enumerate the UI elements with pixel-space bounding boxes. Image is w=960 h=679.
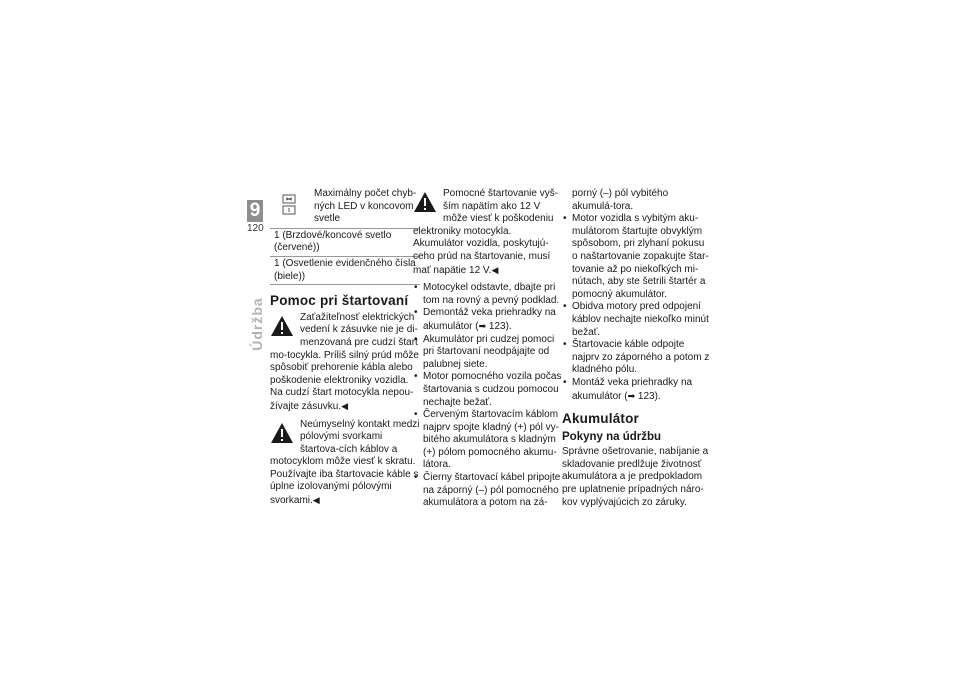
end-mark-icon: ◀ bbox=[341, 400, 349, 411]
heading-battery: Akumulátor bbox=[562, 411, 640, 427]
led-table bbox=[270, 228, 420, 285]
table-row: 1 (Brzdové/koncové svetlo (červené)) bbox=[270, 228, 420, 256]
warning-triangle-icon bbox=[270, 421, 294, 445]
list-item: • Červeným štartovacím káblom najprv spojte kladný (+) pól vy-bitého akumulátora s kladným (+) pólom pomocného akumu-látora. bbox=[413, 409, 563, 472]
end-mark-icon: ◀ bbox=[491, 264, 499, 275]
column-2 bbox=[413, 188, 563, 510]
column-1 bbox=[270, 188, 420, 513]
list-item: • Čierny štartovací kábel pripojte na záporný (–) pól pomocného akumulátora a potom na zá- bbox=[413, 472, 563, 510]
warning-1-text: Zaťažiteľnosť elektrických vedení k zásuvke nie je di-menzovaná pre cudzí štart mo-tocykla. Príliš silný prúd môže spôsobiť prehorenie kábla alebo poškodenie elektroniky vozidla. bbox=[270, 311, 419, 386]
column-3 bbox=[562, 188, 712, 509]
maintenance-text: Správne ošetrovanie, nabíjanie a skladovanie predlžuje životnosť akumulátora a je predpokladom pre uplatnenie prípadných náro-kov vyplývajúcich zo záruky. bbox=[562, 446, 709, 508]
page-ref-arrow-icon: ➡ bbox=[478, 320, 487, 331]
list-item: • Montáž veka priehradky na akumulátor (➡ 123). bbox=[562, 377, 712, 403]
warning-2 bbox=[270, 419, 420, 508]
page-ref-arrow-icon: ➡ bbox=[627, 390, 636, 401]
list-item: • Motor vozidla s vybitým aku-mulátorom štartujte obvyklým spôsobom, pri zlyhaní pokusu o naštartovanie zopakujte štar-tovanie až po niekoľkých mi-nútach, aby ste šetrili štartér a pomocný akumulátor. bbox=[562, 213, 712, 301]
chapter-number: 9 bbox=[247, 200, 263, 222]
subheading-maintenance: Pokyny na údržbu bbox=[562, 430, 662, 443]
warning-1 bbox=[270, 312, 420, 414]
table-row: 1 (Osvetlenie evidenčného čísla (biele)) bbox=[270, 256, 420, 284]
list-item: • Motocykel odstavte, dbajte pri tom na rovný a pevný podklad. bbox=[413, 282, 563, 307]
continued-text: porný (–) pól vybitého akumulá-tora. bbox=[572, 188, 669, 212]
page-number: 120 bbox=[247, 223, 264, 234]
led-text: Maximálny počet chyb-ných LED v koncovom svetle bbox=[314, 188, 417, 225]
warning-2-instruction: Používajte iba štartovacie káble s úplne izolovanými pólovými svorkami. bbox=[270, 468, 419, 507]
warning-3-text: Pomocné štartovanie vyš-ším napätím ako 12 V môže viesť k poškodeniu elektroniky motocykla. bbox=[413, 188, 559, 237]
list-item: • Demontáž veka priehradky na akumulátor (➡ 123). bbox=[413, 307, 563, 333]
list-item: • Štartovacie káble odpojte najprv zo záporného a potom z kladného pólu. bbox=[562, 339, 712, 377]
warning-3-instruction: Akumulátor vozidla, poskytujú-ceho prúd na štartovanie, musí mať napätie 12 V. bbox=[413, 238, 551, 276]
page-reference[interactable]: 123). bbox=[637, 390, 661, 402]
led-spec bbox=[270, 188, 420, 226]
warning-triangle-icon bbox=[413, 190, 437, 214]
warning-triangle-icon bbox=[270, 314, 294, 338]
section-side-label: Údržba bbox=[249, 297, 265, 351]
led-lamp-icon bbox=[278, 194, 300, 216]
chapter-marker bbox=[247, 200, 263, 238]
warning-2-text: Neúmyselný kontakt medzi pólovými svorkami štartova-cích káblov a motocyklom môže viesť k skratu. bbox=[270, 418, 420, 468]
warning-3 bbox=[413, 188, 563, 277]
list-item: • Obidva motory pred odpojení káblov nechajte niekoľko minút bežať. bbox=[562, 301, 712, 339]
end-mark-icon: ◀ bbox=[312, 495, 320, 506]
warning-1-instruction: Na cudzí štart motocykla nepou-žívajte zásuvku. bbox=[270, 387, 414, 412]
page-reference[interactable]: 123). bbox=[488, 320, 512, 332]
list-item: • Akumulátor pri cudzej pomoci pri štartovaní neodpájajte od palubnej siete. bbox=[413, 334, 563, 372]
list-item: • Motor pomocného vozila počas štartovania s cudzou pomocou nechajte bežať. bbox=[413, 371, 563, 409]
heading-jump-start: Pomoc pri štartovaní bbox=[270, 293, 409, 309]
